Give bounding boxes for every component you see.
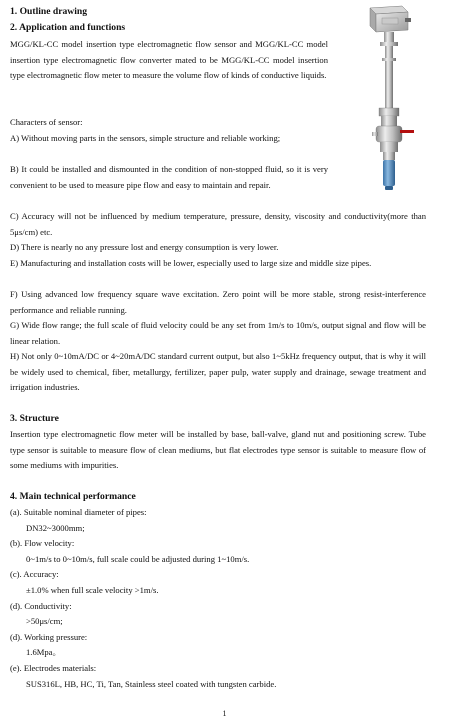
spec-label-diameter: (a). Suitable nominal diameter of pipes: bbox=[10, 507, 147, 517]
section-heading-application: 2. Application and functions bbox=[10, 22, 126, 33]
spec-value-conductivity: >50μs/cm; bbox=[26, 616, 63, 627]
spec-value-accuracy: ±1.0% when full scale velocity >1m/s. bbox=[26, 584, 159, 595]
feature-e: E) Manufacturing and installation costs will be lower, especially used to large size and middle size pipes. bbox=[10, 258, 372, 268]
spec-label-electrode-materials: (e). Electrodes materials: bbox=[10, 662, 97, 673]
feature-c: C) Accuracy will not be influenced by medium temperature, pressure, density, viscosity and conductivity(more than 5μs/cm) etc. bbox=[10, 211, 426, 237]
spec-label-flow-velocity: (b). Flow velocity: bbox=[10, 538, 75, 549]
section-heading-structure: 3. Structure bbox=[10, 413, 59, 424]
feature-a: A) Without moving parts in the sensors, simple structure and reliable working; bbox=[10, 133, 281, 143]
section-heading-technical-performance: 4. Main technical performance bbox=[10, 491, 136, 502]
feature-d: D) There is nearly no any pressure lost and energy consumption is very lower. bbox=[10, 242, 279, 252]
spec-label-working-pressure: (d). Working pressure: bbox=[10, 631, 88, 642]
feature-f: F) Using advanced low frequency square wave excitation. Zero point will be more stable, strong resist-interference performance and reliable running. bbox=[10, 289, 426, 315]
feature-g: G) Wide flow range; the full scale of fluid velocity could be any set from 1m/s to 10m/s, output signal and flow will be linear relation. bbox=[10, 320, 426, 346]
spec-value-electrode-materials: SUS316L, HB, HC, Ti, Tan, Stainless steel coated with tungsten carbide. bbox=[26, 678, 277, 689]
feature-h: H) Not only 0~10mA/DC or 4~20mA/DC standard current output, but also 1~5kHz frequency output, that is why it will be widely used to chemical, fiber, metallurgy, fertilizer, paper pulp, water supply and drainage, sewage treatment and irrigation industries. bbox=[10, 351, 426, 393]
feature-b: B) It could be installed and dismounted in the condition of non-stopped fluid, so it is very convenient to be used to measure pipe flow and easy to maintain and repair. bbox=[10, 164, 328, 190]
technical-performance-list bbox=[10, 505, 426, 692]
spec-label-accuracy: (c). Accuracy: bbox=[10, 569, 59, 580]
spec-value-flow-velocity: 0~1m/s to 0~10m/s, full scale could be adjusted during 1~10m/s. bbox=[26, 553, 250, 564]
spec-value-working-pressure: 1.6Mpa。 bbox=[26, 647, 62, 658]
flow-meter-illustration bbox=[358, 2, 416, 194]
application-intro: MGG/KL-CC model insertion type electromagnetic flow sensor and MGG/KL-CC model insertion type electromagnetic flow converter mated to be MGG/KL-CC model insertion type electromagnetic flow meter to measure the volume flow of kinds of conductive liquids. bbox=[10, 39, 328, 81]
page-number: 1 bbox=[222, 709, 227, 718]
spec-value-diameter: DN32~3000mm; bbox=[26, 522, 85, 533]
spec-label-conductivity: (d). Conductivity: bbox=[10, 600, 72, 611]
characters-label: Characters of sensor: bbox=[10, 117, 83, 127]
structure-body: Insertion type electromagnetic flow meter will be installed by base, ball-valve, gland nut and positioning screw. Tube type sensor is suitable to measure flow of clean mediums, but flat electrodes type sensor is suitable to measure flow of some mediums with impurities. bbox=[10, 429, 426, 471]
section-heading-outline-drawing: 1. Outline drawing bbox=[10, 6, 88, 17]
